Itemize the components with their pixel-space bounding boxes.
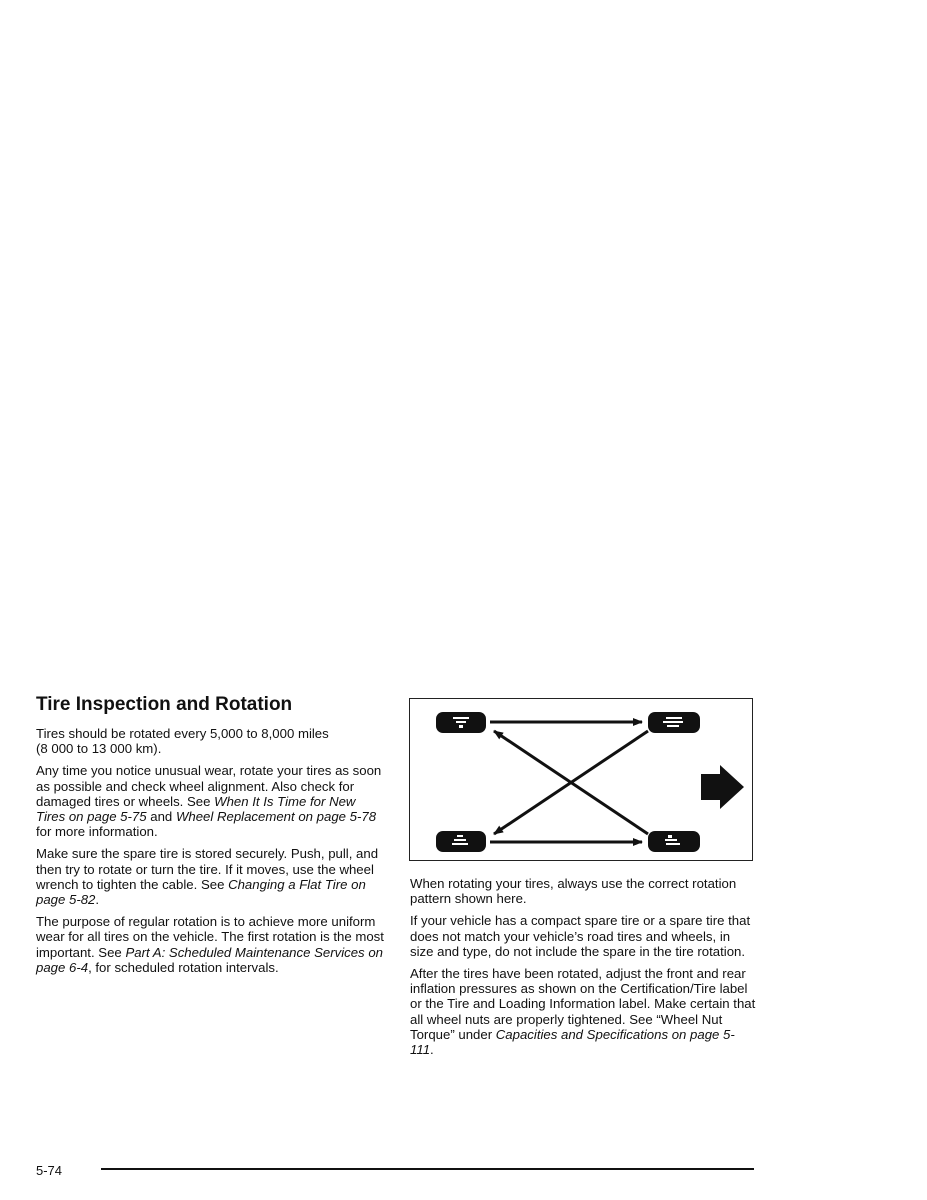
wheel-replacement-reference-link[interactable]: Wheel Replacement on page 5-78 [175,809,377,825]
spare-tire-paragraph [36,846,388,907]
unusual-wear-end: for more information. [36,824,158,840]
section-title: Tire Inspection and Rotation [36,694,293,715]
rotation-diagram-graphic [410,699,754,862]
tire-rear-left-icon [436,831,486,852]
page-number: 5-74 [36,1163,63,1178]
capacities-reference-link[interactable]: Capacities and Specifications on page 5-111 [410,1026,735,1058]
tire-rotation-diagram [409,698,753,861]
regular-rotation-end: , for scheduled rotation intervals. [88,959,279,975]
footer-rule [101,1168,754,1170]
inflation-text: After the tires have been rotated, adjust the front and rear inflation pressures as shown on the Certification/Tire label or the Tire and Loading Information label. Make certain that all wheel nuts are properly tightened. See “Wheel Nut Torque” under [410,966,756,1042]
rotation-interval-paragraph [36,726,388,756]
inflation-end: . [430,1042,434,1058]
direction-arrow-icon [701,765,744,809]
maintenance-reference-link[interactable]: Part A: Scheduled Maintenance Services on page 6-4 [36,944,383,975]
unusual-wear-text: Any time you notice unusual wear, rotate your tires as soon as possible and check wheel alignment. Also check for damaged tires or wheels. See [36,763,382,809]
tire-front-left-icon [436,712,486,733]
spare-tire-text: Make sure the spare tire is stored securely. Push, pull, and then try to rotate or turn the tire. If it moves, use the wheel wrench to tighten the cable. See [36,846,379,892]
spare-tire-end: . [95,892,100,908]
flat-tire-reference-link[interactable]: Changing a Flat Tire on page 5-82 [36,876,366,908]
inflation-paragraph [410,966,756,1057]
new-tires-reference-link[interactable]: When It Is Time for New Tires on page 5-75 [36,793,356,825]
unusual-wear-paragraph [36,763,388,839]
regular-rotation-text: The purpose of regular rotation is to achieve more uniform wear for all tires on the vehicle. The first rotation is the most important. See [36,914,384,960]
rotation-pattern-paragraph: When rotating your tires, always use the correct rotation pattern shown here. [410,876,737,907]
left-column [36,726,388,982]
rotation-interval-km: (8 000 to 13 000 km). [36,741,162,757]
regular-rotation-paragraph [36,914,388,975]
compact-spare-paragraph: If your vehicle has a compact spare tire or a spare tire that does not match your vehicle’s road tires and wheels, in size and type, do not include the spare in the tire rotation. [410,913,751,959]
rotation-interval-miles: Tires should be rotated every 5,000 to 8,000 miles [36,726,329,741]
tire-rear-right-icon [648,831,700,852]
unusual-wear-and: and [146,809,176,825]
right-column [410,876,756,1064]
tire-front-right-icon [648,712,700,733]
